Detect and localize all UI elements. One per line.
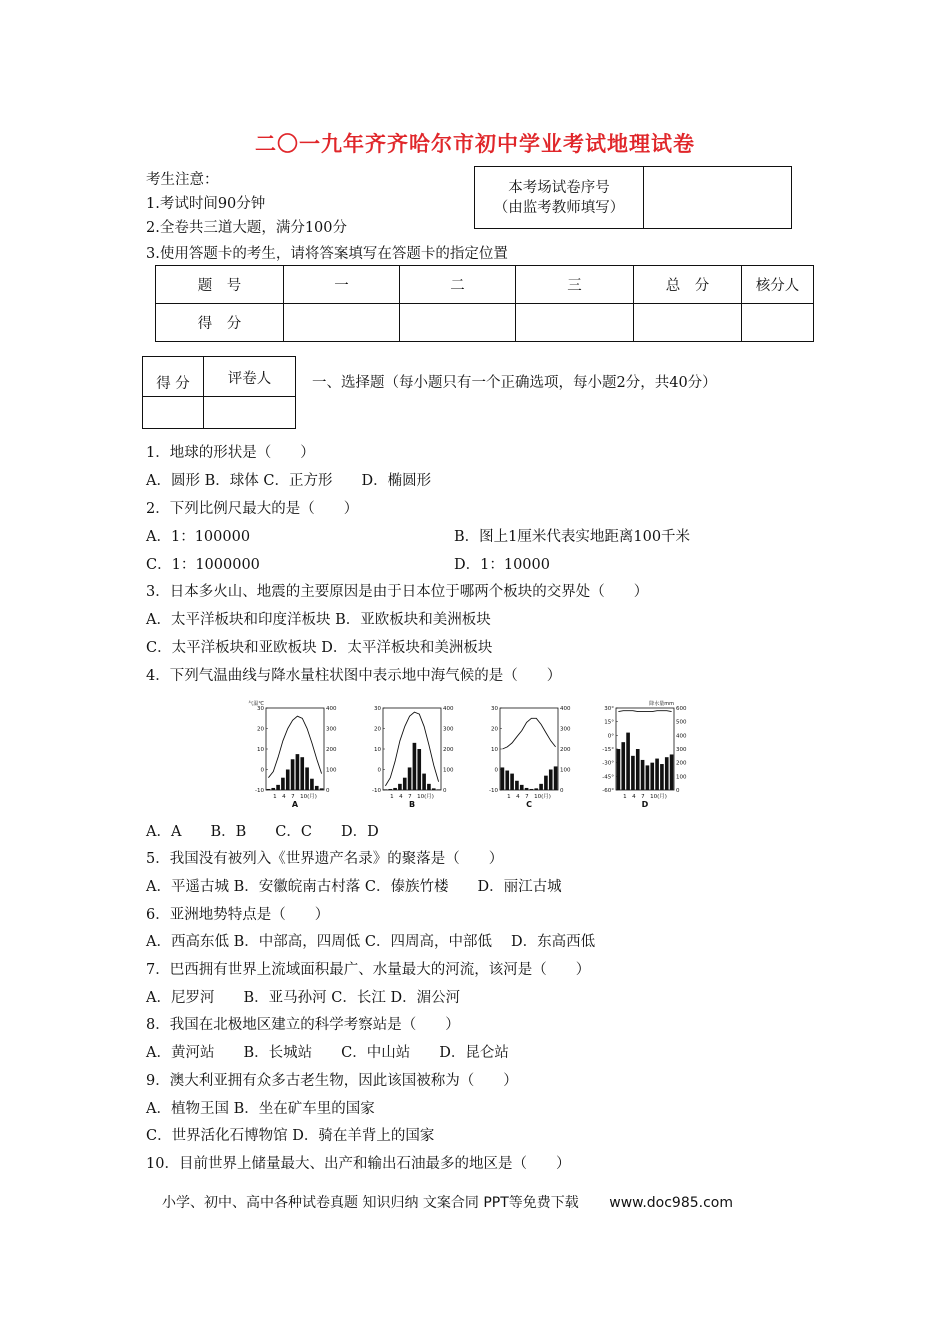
q4-stem: 4．下列气温曲线与降水量柱状图中表示地中海气候的是（ ） — [146, 668, 562, 684]
q8-options: A．黄河站 B．长城站 C．中山站 D．昆仑站 — [146, 1045, 509, 1061]
temp-axis-label: 气温℃ — [248, 701, 264, 707]
precip-bar — [617, 749, 621, 790]
precip-bar — [417, 749, 421, 790]
temp-tick-label: -10 — [255, 788, 264, 794]
q5-options: A．平遥古城 B．安徽皖南古村落 C．傣族竹楼 D．丽江古城 — [146, 879, 562, 895]
q3-stem: 3．日本多火山、地震的主要原因是由于日本位于哪两个板块的交界处（ ） — [146, 584, 649, 600]
precip-tick-label: 200 — [326, 747, 337, 753]
precip-bar — [505, 771, 509, 790]
precip-bar — [631, 756, 635, 790]
temperature-line — [502, 718, 555, 749]
temp-tick-label: 30 — [257, 706, 264, 712]
precip-bar — [539, 784, 543, 790]
precip-tick-label: 0 — [676, 788, 680, 794]
temp-tick-label: 0 — [377, 767, 381, 774]
grader-name-cell[interactable] — [204, 397, 296, 429]
precip-tick-label: 0 — [326, 788, 330, 794]
temp-tick-label: 30 — [374, 706, 381, 712]
score-header-total: 总 分 — [634, 266, 742, 304]
precip-bar — [296, 754, 300, 790]
q2-option-c: C．1：1000000 — [146, 557, 260, 573]
precip-bar — [408, 767, 412, 790]
footer-text: 小学、初中、高中各种试卷真题 知识归纳 文案合同 PPT等免费下载 — [162, 1195, 579, 1211]
precip-bar — [427, 784, 431, 790]
grader-score-label: 得 分 — [143, 357, 204, 397]
temp-tick-label: -30° — [602, 760, 614, 767]
precip-bar — [388, 789, 392, 790]
grader-name-label: 评卷人 — [204, 357, 296, 397]
temp-tick-label: 0° — [607, 733, 614, 740]
precip-bar — [520, 785, 524, 790]
grader-score-cell[interactable] — [143, 397, 204, 429]
notice-item-2: 2.全卷共三道大题，满分100分 — [146, 220, 348, 236]
chart-label: D — [641, 800, 649, 809]
notice-item-1: 1.考试时间90分钟 — [146, 196, 266, 212]
precip-bar — [276, 785, 280, 790]
precip-tick-label: 100 — [443, 767, 454, 774]
precip-bar — [655, 759, 659, 790]
temp-tick-label: -15° — [602, 747, 614, 753]
q2-option-b: B．图上1厘米代表实地距离100千米 — [454, 529, 691, 545]
q10-stem: 10．目前世界上储量最大、出产和输出石油最多的地区是（ ） — [146, 1156, 571, 1172]
precip-bar — [315, 786, 319, 790]
temp-tick-label: 15° — [604, 719, 614, 726]
month-axis-label: 1 4 7 10(月) — [507, 794, 551, 800]
precip-tick-label: 600 — [676, 706, 687, 712]
precip-bar — [636, 749, 640, 790]
precip-bar — [549, 770, 553, 791]
page-title: 二〇一九年齐齐哈尔市初中学业考试地理试卷 — [255, 131, 695, 156]
q6-stem: 6．亚洲地势特点是（ ） — [146, 907, 330, 923]
precip-bar — [621, 742, 625, 790]
precip-bar — [530, 789, 534, 790]
temp-tick-label: 30 — [491, 706, 498, 712]
score-cell-total[interactable] — [634, 304, 742, 342]
precip-tick-label: 100 — [676, 774, 687, 781]
chart-frame — [383, 708, 441, 790]
precip-axis-label: 降水量mm — [649, 701, 674, 707]
seat-number-label — [475, 167, 644, 229]
precip-bar — [384, 789, 388, 790]
temp-tick-label: -60° — [602, 788, 614, 794]
q2-option-a: A．1：100000 — [146, 529, 251, 545]
q2-stem: 2．下列比例尺最大的是（ ） — [146, 501, 359, 517]
score-row-label: 得 分 — [156, 304, 284, 342]
notice-item-3: 3.使用答题卡的考生，请将答案填写在答题卡的指定位置 — [146, 246, 508, 262]
precip-bar — [413, 743, 417, 790]
q1-options: A．圆形 B．球体 C．正方形 D．椭圆形 — [146, 473, 432, 489]
precip-bar — [267, 789, 271, 790]
temp-tick-label: -45° — [602, 774, 614, 781]
temp-tick-label: 20 — [257, 726, 264, 733]
temperature-line — [268, 716, 321, 778]
score-cell-checker[interactable] — [742, 304, 814, 342]
precip-bar — [660, 764, 664, 790]
q9-options-2: C．世界活化石博物馆 D．骑在羊背上的国家 — [146, 1128, 435, 1144]
section1-heading: 一、选择题（每小题只有一个正确选项，每小题2分，共40分） — [312, 375, 717, 391]
q3-options-2: C．太平洋板块和亚欧板块 D．太平洋板块和美洲板块 — [146, 640, 493, 656]
precip-bar — [641, 760, 645, 790]
seat-number-line1: 本考场试卷序号 — [508, 179, 610, 196]
q6-options: A．西高东低 B．中部高，四周低 C．四周高，中部低 D．东高西低 — [146, 934, 596, 950]
precip-tick-label: 200 — [676, 760, 687, 767]
precip-tick-label: 100 — [560, 767, 571, 774]
precip-bar — [501, 767, 505, 790]
temp-tick-label: 0 — [260, 767, 264, 774]
precip-bar — [665, 757, 669, 790]
temp-tick-label: 20 — [374, 726, 381, 733]
precip-bar — [320, 788, 324, 790]
precip-bar — [300, 757, 304, 790]
grader-box — [142, 356, 296, 429]
score-cell-3[interactable] — [516, 304, 634, 342]
chart-label: C — [526, 800, 532, 809]
precip-tick-label: 300 — [676, 747, 687, 753]
score-header-number: 题 号 — [156, 266, 284, 304]
score-cell-2[interactable] — [400, 304, 516, 342]
chart-label: A — [291, 800, 299, 809]
month-axis-label: 1 4 7 10(月) — [273, 794, 317, 800]
precip-bar — [281, 778, 285, 790]
q4-options: A．A B．B C．C D．D — [146, 824, 379, 840]
precip-tick-label: 400 — [676, 733, 687, 740]
precip-bar — [393, 788, 397, 790]
q9-stem: 9．澳大利亚拥有众多古老生物，因此该国被称为（ ） — [146, 1073, 518, 1089]
precip-bar — [437, 789, 441, 790]
score-header-2: 二 — [400, 266, 516, 304]
q8-stem: 8．我国在北极地区建立的科学考察站是（ ） — [146, 1017, 460, 1033]
q2-option-d: D．1：10000 — [454, 557, 550, 573]
precip-tick-label: 300 — [326, 726, 337, 733]
precip-bar — [650, 763, 654, 790]
footer — [162, 1192, 733, 1212]
precip-tick-label: 0 — [560, 788, 564, 794]
climate-chart-d — [594, 700, 694, 810]
temp-tick-label: 10 — [374, 747, 381, 753]
temp-tick-label: 10 — [491, 747, 498, 753]
seat-number-input[interactable] — [644, 167, 792, 229]
seat-number-box — [474, 166, 792, 229]
precip-bar — [534, 788, 538, 790]
q1-stem: 1．地球的形状是（ ） — [146, 445, 315, 461]
q9-options-1: A．植物王国 B．坐在矿车里的国家 — [146, 1101, 375, 1117]
precip-tick-label: 400 — [443, 706, 454, 712]
precip-bar — [510, 774, 514, 790]
temp-tick-label: 20 — [491, 726, 498, 733]
precip-bar — [398, 784, 402, 790]
precip-tick-label: 300 — [443, 726, 454, 733]
chart-label: B — [408, 800, 416, 809]
precip-bar — [305, 767, 309, 790]
precip-bar — [286, 770, 290, 791]
month-axis-label: 1 4 7 10(月) — [390, 794, 434, 800]
precip-bar — [626, 733, 630, 790]
precip-tick-label: 300 — [560, 726, 571, 733]
temp-tick-label: -10 — [489, 788, 498, 794]
precip-bar — [554, 766, 558, 790]
q7-stem: 7．巴西拥有世界上流域面积最广、水量最大的河流，该河是（ ） — [146, 962, 591, 978]
precip-tick-label: 100 — [326, 767, 337, 774]
precip-bar — [271, 788, 275, 790]
q3-options-1: A．太平洋板块和印度洋板块 B．亚欧板块和美洲板块 — [146, 612, 491, 628]
temp-tick-label: 30° — [604, 706, 614, 712]
q7-options: A．尼罗河 B．亚马孙河 C．长江 D．湄公河 — [146, 990, 461, 1006]
score-table — [155, 265, 814, 342]
climate-chart-c — [478, 700, 578, 810]
precip-bar — [515, 781, 519, 790]
seat-number-line2: （由监考教师填写） — [493, 199, 625, 216]
climate-chart-b — [361, 700, 461, 810]
precip-tick-label: 400 — [560, 706, 571, 712]
month-axis-label: 1 4 7 10(月) — [623, 794, 667, 800]
score-cell-1[interactable] — [284, 304, 400, 342]
q5-stem: 5．我国没有被列入《世界遗产名录》的聚落是（ ） — [146, 851, 504, 867]
temp-tick-label: 10 — [257, 747, 264, 753]
score-header-3: 三 — [516, 266, 634, 304]
precip-bar — [291, 759, 295, 790]
climate-chart-a — [244, 700, 344, 810]
precip-bar — [432, 788, 436, 790]
precip-tick-label: 500 — [676, 719, 687, 726]
temp-tick-label: -10 — [372, 788, 381, 794]
precip-bar — [544, 776, 548, 790]
precip-bar — [403, 778, 407, 790]
score-header-checker: 核分人 — [742, 266, 814, 304]
footer-site-link[interactable]: www.doc985.com — [609, 1195, 733, 1211]
precip-tick-label: 200 — [560, 747, 571, 753]
temperature-line — [385, 712, 438, 786]
precip-tick-label: 400 — [326, 706, 337, 712]
precip-bar — [422, 774, 426, 790]
chart-frame — [266, 708, 324, 790]
precip-bar — [310, 779, 314, 790]
precip-bar — [670, 754, 674, 790]
score-header-1: 一 — [284, 266, 400, 304]
temperature-line — [618, 711, 671, 712]
precip-tick-label: 200 — [443, 747, 454, 753]
precip-bar — [525, 788, 529, 790]
precip-bar — [646, 765, 650, 790]
precip-tick-label: 0 — [443, 788, 447, 794]
temp-tick-label: 0 — [494, 767, 498, 774]
notice-heading: 考生注意： — [146, 172, 219, 188]
